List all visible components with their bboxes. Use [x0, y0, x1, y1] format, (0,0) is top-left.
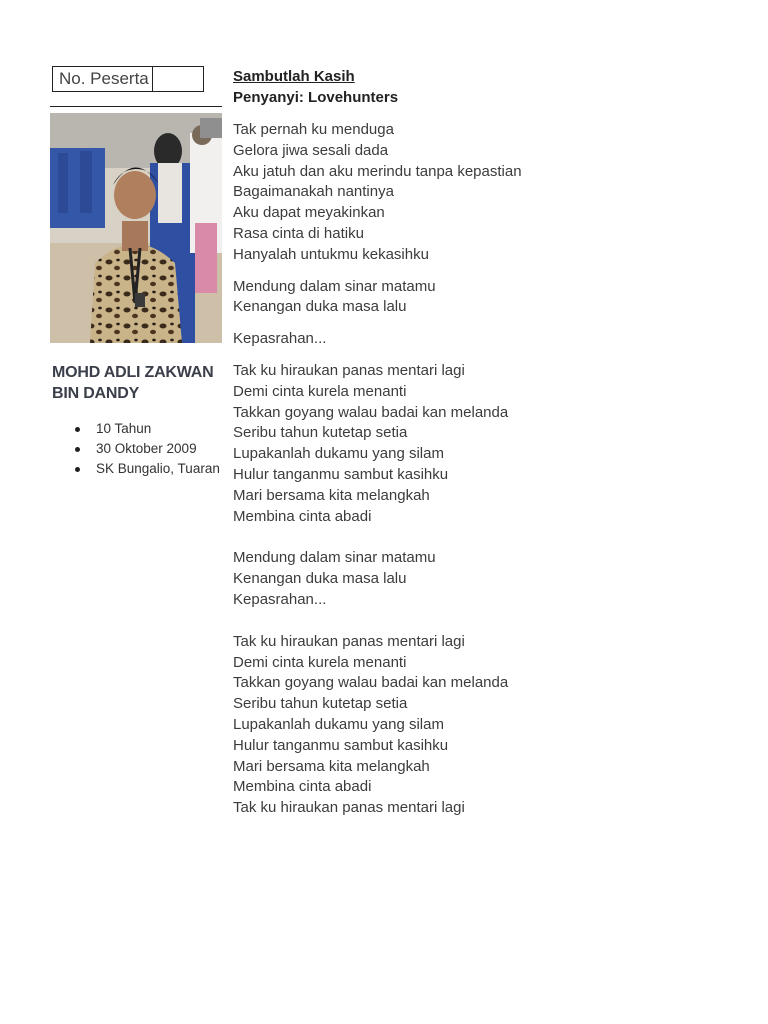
stanza	[233, 548, 733, 610]
lyric-line: Takkan goyang walau badai kan melanda	[233, 674, 509, 692]
lyric-line: Mendung dalam sinar matamu	[233, 277, 436, 295]
lyric-line: Kenangan duka masa lalu	[233, 298, 407, 316]
lyric-line: Mari bersama kita melangkah	[233, 757, 430, 775]
lyric-line: Kepasrahan...	[233, 330, 327, 348]
lyric-line: Hanyalah untukmu kekasihku	[233, 245, 429, 263]
detail-school: SK Bungalio, Tuaran	[52, 459, 220, 479]
stanza	[233, 120, 733, 266]
divider-line	[50, 106, 222, 107]
lyric-line: Tak ku hiraukan panas mentari lagi	[233, 361, 465, 379]
lyrics-body	[233, 120, 733, 819]
detail-age: 10 Tahun	[52, 419, 220, 439]
lyric-line: Rasa cinta di hatiku	[233, 224, 364, 242]
lyric-line: Aku jatuh dan aku merindu tanpa kepastian	[233, 162, 522, 180]
lyric-line: Membina cinta abadi	[233, 507, 372, 525]
lyric-line: Seribu tahun kutetap setia	[233, 424, 408, 442]
lyric-line: Gelora jiwa sesali dada	[233, 141, 389, 159]
lyric-line: Hulur tanganmu sambut kasihku	[233, 465, 449, 483]
lyric-line: Kepasrahan...	[233, 590, 327, 608]
participant-name: MOHD ADLI ZAKWAN BIN DANDY	[52, 364, 214, 402]
lyric-line: Takkan goyang walau badai kan melanda	[233, 403, 509, 421]
stanza	[233, 277, 733, 319]
song-lyrics	[233, 66, 733, 819]
participant-number-value	[153, 67, 203, 91]
participant-details-list	[52, 419, 220, 479]
lyric-line: Seribu tahun kutetap setia	[233, 695, 408, 713]
lyric-line: Kenangan duka masa lalu	[233, 570, 407, 588]
detail-birthdate: 30 Oktober 2009	[52, 439, 220, 459]
lyric-line: Tak ku hiraukan panas mentari lagi	[233, 632, 465, 650]
lyric-line: Mari bersama kita melangkah	[233, 486, 430, 504]
participant-number-box	[52, 66, 204, 92]
lyric-line: Bagaimanakah nantinya	[233, 183, 394, 201]
lyric-line: Tak ku hiraukan panas mentari lagi	[233, 799, 465, 817]
song-title: Sambutlah Kasih	[233, 68, 355, 85]
participant-number-label: No. Peserta	[53, 67, 153, 91]
participant-photo	[50, 113, 222, 343]
lyric-line: Demi cinta kurela menanti	[233, 653, 407, 671]
lyric-line: Mendung dalam sinar matamu	[233, 549, 436, 567]
lyric-line: Demi cinta kurela menanti	[233, 382, 407, 400]
lyric-line: Tak pernah ku menduga	[233, 121, 394, 138]
stanza	[233, 361, 733, 527]
stanza	[233, 632, 733, 819]
lyric-line: Lupakanlah dukamu yang silam	[233, 715, 444, 733]
lyric-line: Hulur tanganmu sambut kasihku	[233, 736, 449, 754]
lyric-line: Membina cinta abadi	[233, 778, 372, 796]
lyric-line: Aku dapat meyakinkan	[233, 204, 385, 222]
lyric-line: Lupakanlah dukamu yang silam	[233, 445, 444, 463]
song-singer: Penyanyi: Lovehunters	[233, 89, 399, 106]
stanza	[233, 329, 733, 350]
